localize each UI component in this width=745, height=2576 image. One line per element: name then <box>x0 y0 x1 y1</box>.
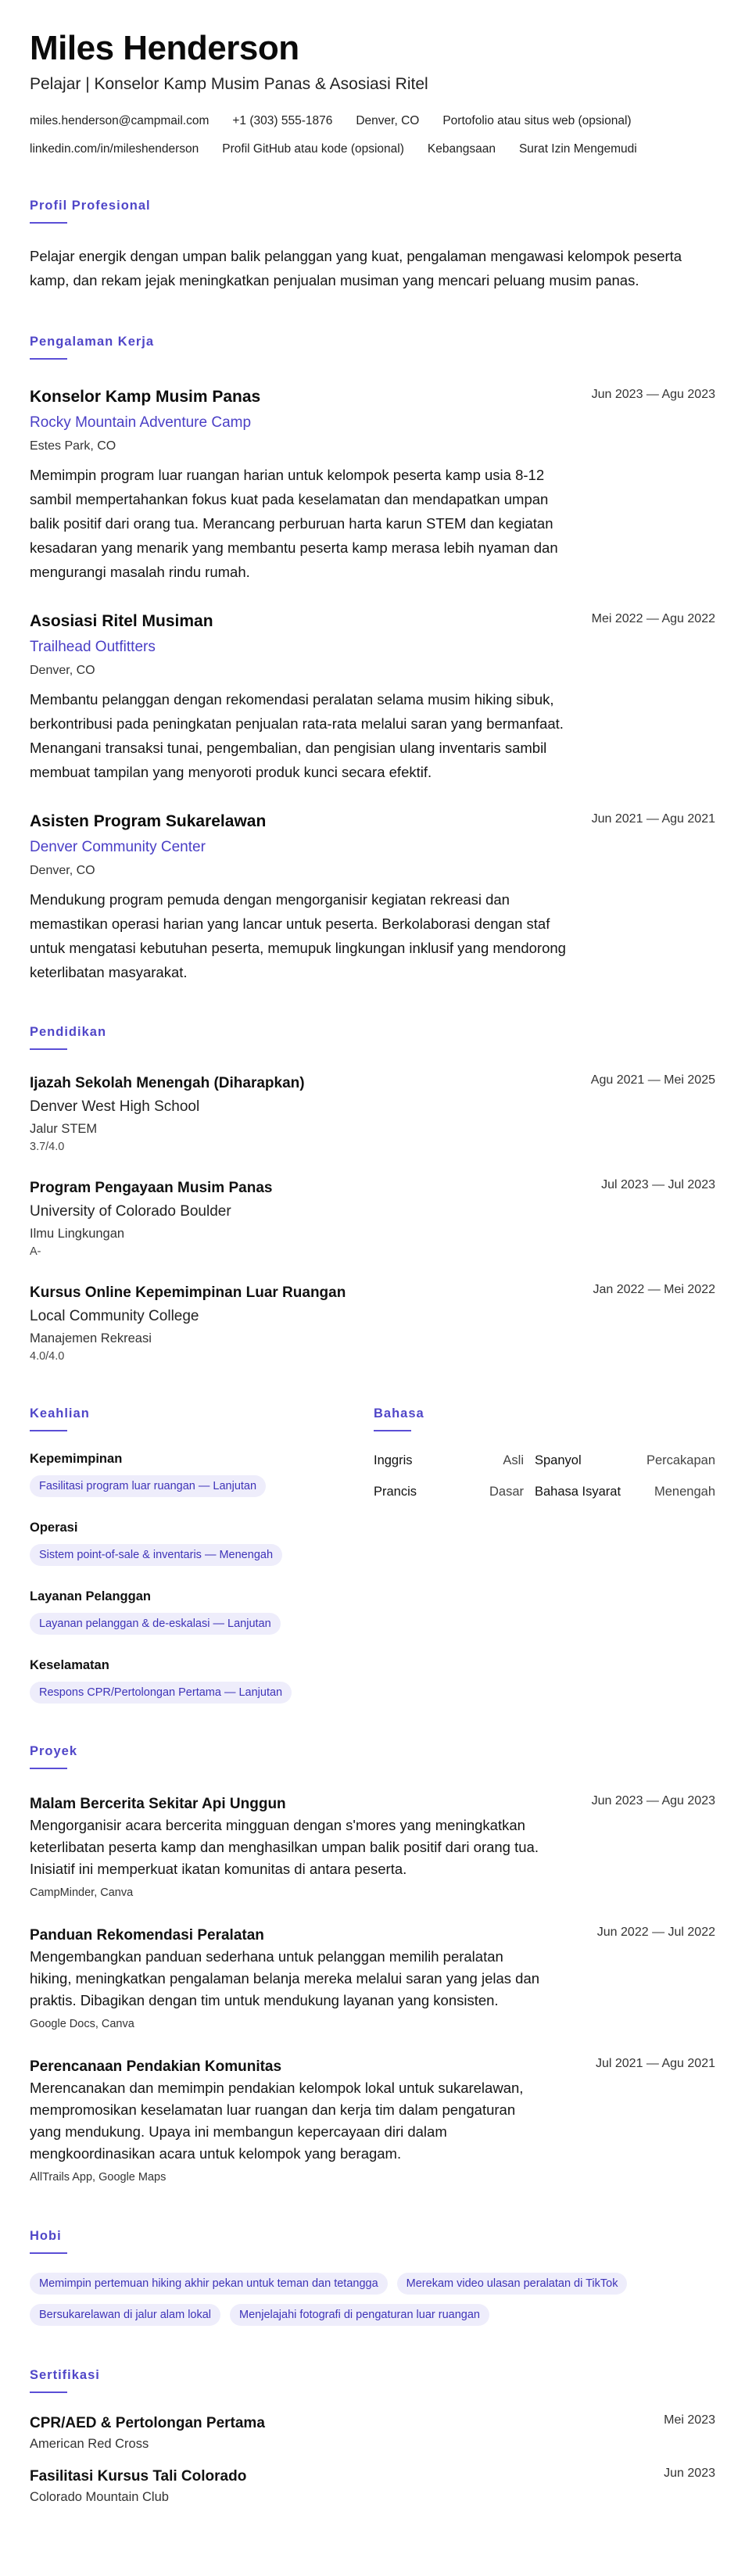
hobby-pill: Merekam video ulasan peralatan di TikTok <box>397 2273 628 2295</box>
project-date: Jul 2021 — Agu 2021 <box>595 2057 715 2070</box>
job-date: Mei 2022 — Agu 2022 <box>591 612 715 625</box>
project-date: Jun 2022 — Jul 2022 <box>596 1926 715 1939</box>
experience-section <box>30 333 715 984</box>
section-title-hobbies: Hobi <box>30 2229 62 2243</box>
language-level: Percakapan <box>646 1453 715 1467</box>
contact-drivers-license: Surat Izin Mengemudi <box>518 142 637 156</box>
certification-name: CPR/AED & Pertolongan Pertama <box>30 2415 265 2431</box>
section-divider <box>374 1430 411 1431</box>
education-entry <box>30 1178 715 1259</box>
section-title-education: Pendidikan <box>30 1025 107 1039</box>
education-field: Ilmu Lingkungan <box>30 1227 125 1241</box>
education-school: University of Colorado Boulder <box>30 1203 231 1220</box>
hobby-pill: Bersukarelawan di jalur alam lokal <box>30 2304 220 2326</box>
skill-pill: Layanan pelanggan & de-eskalasi — Lanjutan <box>30 1613 281 1635</box>
contact-portfolio[interactable]: Portofolio atau situs web (opsional) <box>442 114 632 127</box>
job-entry <box>30 611 715 784</box>
section-divider <box>30 1048 67 1050</box>
certification-entry <box>30 2413 715 2452</box>
skill-category: Layanan Pelanggan <box>30 1589 151 1603</box>
contact-phone[interactable]: +1 (303) 555-1876 <box>232 114 333 127</box>
education-date: Jan 2022 — Mei 2022 <box>593 1283 715 1296</box>
certifications-section <box>30 2366 715 2506</box>
education-date: Jul 2023 — Jul 2023 <box>601 1178 715 1191</box>
job-location: Denver, CO <box>30 864 95 877</box>
project-tools: CampMinder, Canva <box>30 1886 134 1899</box>
certification-name: Fasilitasi Kursus Tali Colorado <box>30 2468 247 2485</box>
contact-location: Denver, CO <box>356 114 420 127</box>
contact-email[interactable]: miles.henderson@campmail.com <box>30 114 210 127</box>
skill-category: Kepemimpinan <box>30 1452 123 1466</box>
section-divider <box>30 222 67 224</box>
certification-entry <box>30 2467 715 2506</box>
job-description: Mendukung program pemuda dengan mengorganisir kegiatan rekreasi dan memastikan operasi harian yang lancar untuk peserta. Berkolaborasi dengan staf untuk mengatasi kebutuhan peserta, memupuk lingkungan inklusif yang mendorong keterlibatan masyarakat. <box>30 891 566 980</box>
education-gpa: 4.0/4.0 <box>30 1350 65 1363</box>
certification-issuer: American Red Cross <box>30 2437 149 2451</box>
job-company: Denver Community Center <box>30 839 206 855</box>
language-level: Dasar <box>489 1485 524 1499</box>
project-description: Mengembangkan panduan sederhana untuk pelanggan memilih peralatan hiking, meningkatkan pengalaman belanja mereka melalui saran yang jelas dan praktis. Dibagikan dengan tim untuk mendukung layanan yang konsisten. <box>30 1948 540 2008</box>
education-entry <box>30 1283 715 1364</box>
education-school: Local Community College <box>30 1308 199 1324</box>
skills-section <box>30 1405 374 1704</box>
profile-summary: Pelajar energik dengan umpan balik pelanggan yang kuat, pengalaman mengawasi kelompok peserta kamp, dan rekam jejak meningkatkan penjualan musiman yang mencari peluang musim panas. <box>30 248 682 288</box>
job-company: Rocky Mountain Adventure Camp <box>30 414 252 431</box>
language-level: Menengah <box>654 1485 715 1499</box>
project-entry <box>30 1926 715 2032</box>
language-name: Prancis <box>374 1485 417 1499</box>
project-tools: AllTrails App, Google Maps <box>30 2171 167 2184</box>
hobby-pill: Menjelajahi fotografi di pengaturan luar ruangan <box>230 2304 489 2326</box>
education-date: Agu 2021 — Mei 2025 <box>590 1073 715 1087</box>
job-title: Asisten Program Sukarelawan <box>30 812 267 830</box>
section-divider <box>30 2252 67 2254</box>
project-entry <box>30 1794 715 1901</box>
contact-github[interactable]: Profil GitHub atau kode (opsional) <box>222 142 404 156</box>
hobby-pill: Memimpin pertemuan hiking akhir pekan untuk teman dan tetangga <box>30 2273 388 2295</box>
education-field: Manajemen Rekreasi <box>30 1331 152 1345</box>
job-entry <box>30 811 715 984</box>
education-entry <box>30 1073 715 1155</box>
certification-date: Mei 2023 <box>664 2413 715 2427</box>
resume-header <box>30 28 715 158</box>
profile-section <box>30 197 715 292</box>
section-title-certifications: Sertifikasi <box>30 2368 100 2382</box>
language-item <box>535 1452 715 1469</box>
projects-section <box>30 1743 715 2185</box>
section-title-profile: Profil Profesional <box>30 199 151 213</box>
contact-list <box>30 113 715 158</box>
language-name: Bahasa Isyarat <box>535 1485 621 1499</box>
job-title: Konselor Kamp Musim Panas <box>30 388 261 406</box>
language-name: Inggris <box>374 1453 413 1467</box>
skill-category: Keselamatan <box>30 1658 109 1672</box>
hobbies-section <box>30 2227 715 2326</box>
project-description: Merencanakan dan memimpin pendakian kelompok lokal untuk sukarelawan, mempromosikan keselamatan luar ruangan dan kerja tim dalam pengaturan yang mendukung. Upaya ini membangun kepercayaan diri dalam mengkoordinasikan acara untuk kelompok yang beragam. <box>30 2080 524 2162</box>
education-degree: Ijazah Sekolah Menengah (Diharapkan) <box>30 1075 305 1091</box>
language-level: Asli <box>503 1453 524 1467</box>
job-company: Trailhead Outfitters <box>30 639 156 655</box>
candidate-name: Miles Henderson <box>30 29 299 67</box>
section-title-projects: Proyek <box>30 1744 78 1758</box>
section-title-languages: Bahasa <box>374 1406 424 1421</box>
language-item <box>535 1483 715 1500</box>
section-divider <box>30 1430 67 1431</box>
project-title: Panduan Rekomendasi Peralatan <box>30 1927 264 1944</box>
section-divider <box>30 358 67 360</box>
job-description: Membantu pelanggan dengan rekomendasi peralatan selama musim hiking sibuk, berkontribusi pada peningkatan penjualan rata-rata melalui saran yang bermanfaat. Menangani transaksi tunai, pengembalian, dan pengisian ulang inventaris sambil membuat tampilan yang menyoroti produk kunci secara efektif. <box>30 691 564 780</box>
contact-nationality: Kebangsaan <box>427 142 496 156</box>
job-description: Memimpin program luar ruangan harian untuk kelompok peserta kamp usia 8-12 sambil mempertahankan fokus kuat pada keselamatan dan mendapatkan umpan balik positif dari orang tua. Merancang perburuan harta karun STEM dan kegiatan kesadaran yang menarik yang membantu peserta kamp merasa lebih nyaman dan mengurangi masalah rindu rumah. <box>30 467 558 580</box>
project-title: Malam Bercerita Sekitar Api Unggun <box>30 1796 286 1812</box>
job-entry <box>30 386 715 584</box>
contact-linkedin[interactable]: linkedin.com/in/mileshenderson <box>30 142 199 156</box>
project-entry <box>30 2057 715 2185</box>
language-grid <box>374 1452 715 1500</box>
skills-languages-row <box>30 1405 715 1704</box>
project-title: Perencanaan Pendakian Komunitas <box>30 2058 282 2075</box>
education-gpa: A- <box>30 1245 41 1258</box>
education-field: Jalur STEM <box>30 1122 98 1136</box>
skill-category: Operasi <box>30 1521 78 1535</box>
project-tools: Google Docs, Canva <box>30 2018 134 2030</box>
education-school: Denver West High School <box>30 1098 200 1115</box>
project-date: Jun 2023 — Agu 2023 <box>591 1794 715 1807</box>
section-divider <box>30 1768 67 1769</box>
skill-pill: Fasilitasi program luar ruangan — Lanjutan <box>30 1475 266 1497</box>
candidate-headline: Pelajar | Konselor Kamp Musim Panas & Asosiasi Ritel <box>30 75 428 93</box>
certification-date: Jun 2023 <box>664 2467 715 2480</box>
section-title-experience: Pengalaman Kerja <box>30 335 155 349</box>
job-title: Asosiasi Ritel Musiman <box>30 612 213 630</box>
language-name: Spanyol <box>535 1453 582 1467</box>
language-item <box>374 1452 535 1469</box>
language-item <box>374 1483 535 1500</box>
certification-issuer: Colorado Mountain Club <box>30 2490 169 2504</box>
job-location: Estes Park, CO <box>30 439 116 453</box>
job-location: Denver, CO <box>30 664 95 677</box>
skill-pill: Respons CPR/Pertolongan Pertama — Lanjutan <box>30 1682 292 1704</box>
skill-pill: Sistem point-of-sale & inventaris — Menengah <box>30 1544 282 1566</box>
job-date: Jun 2021 — Agu 2021 <box>591 812 715 826</box>
hobby-list <box>30 2273 715 2326</box>
job-date: Jun 2023 — Agu 2023 <box>591 388 715 401</box>
languages-section <box>374 1405 715 1704</box>
section-title-skills: Keahlian <box>30 1406 90 1421</box>
education-section <box>30 1023 715 1364</box>
section-divider <box>30 2391 67 2393</box>
project-description: Mengorganisir acara bercerita mingguan dengan s'mores yang meningkatkan keterlibatan peserta kamp dan menghasilkan umpan balik positif dari orang tua. Inisiatif ini memperkuat ikatan komunitas di antara peserta. <box>30 1817 539 1877</box>
education-gpa: 3.7/4.0 <box>30 1141 65 1153</box>
education-degree: Program Pengayaan Musim Panas <box>30 1180 273 1196</box>
education-degree: Kursus Online Kepemimpinan Luar Ruangan <box>30 1284 346 1301</box>
